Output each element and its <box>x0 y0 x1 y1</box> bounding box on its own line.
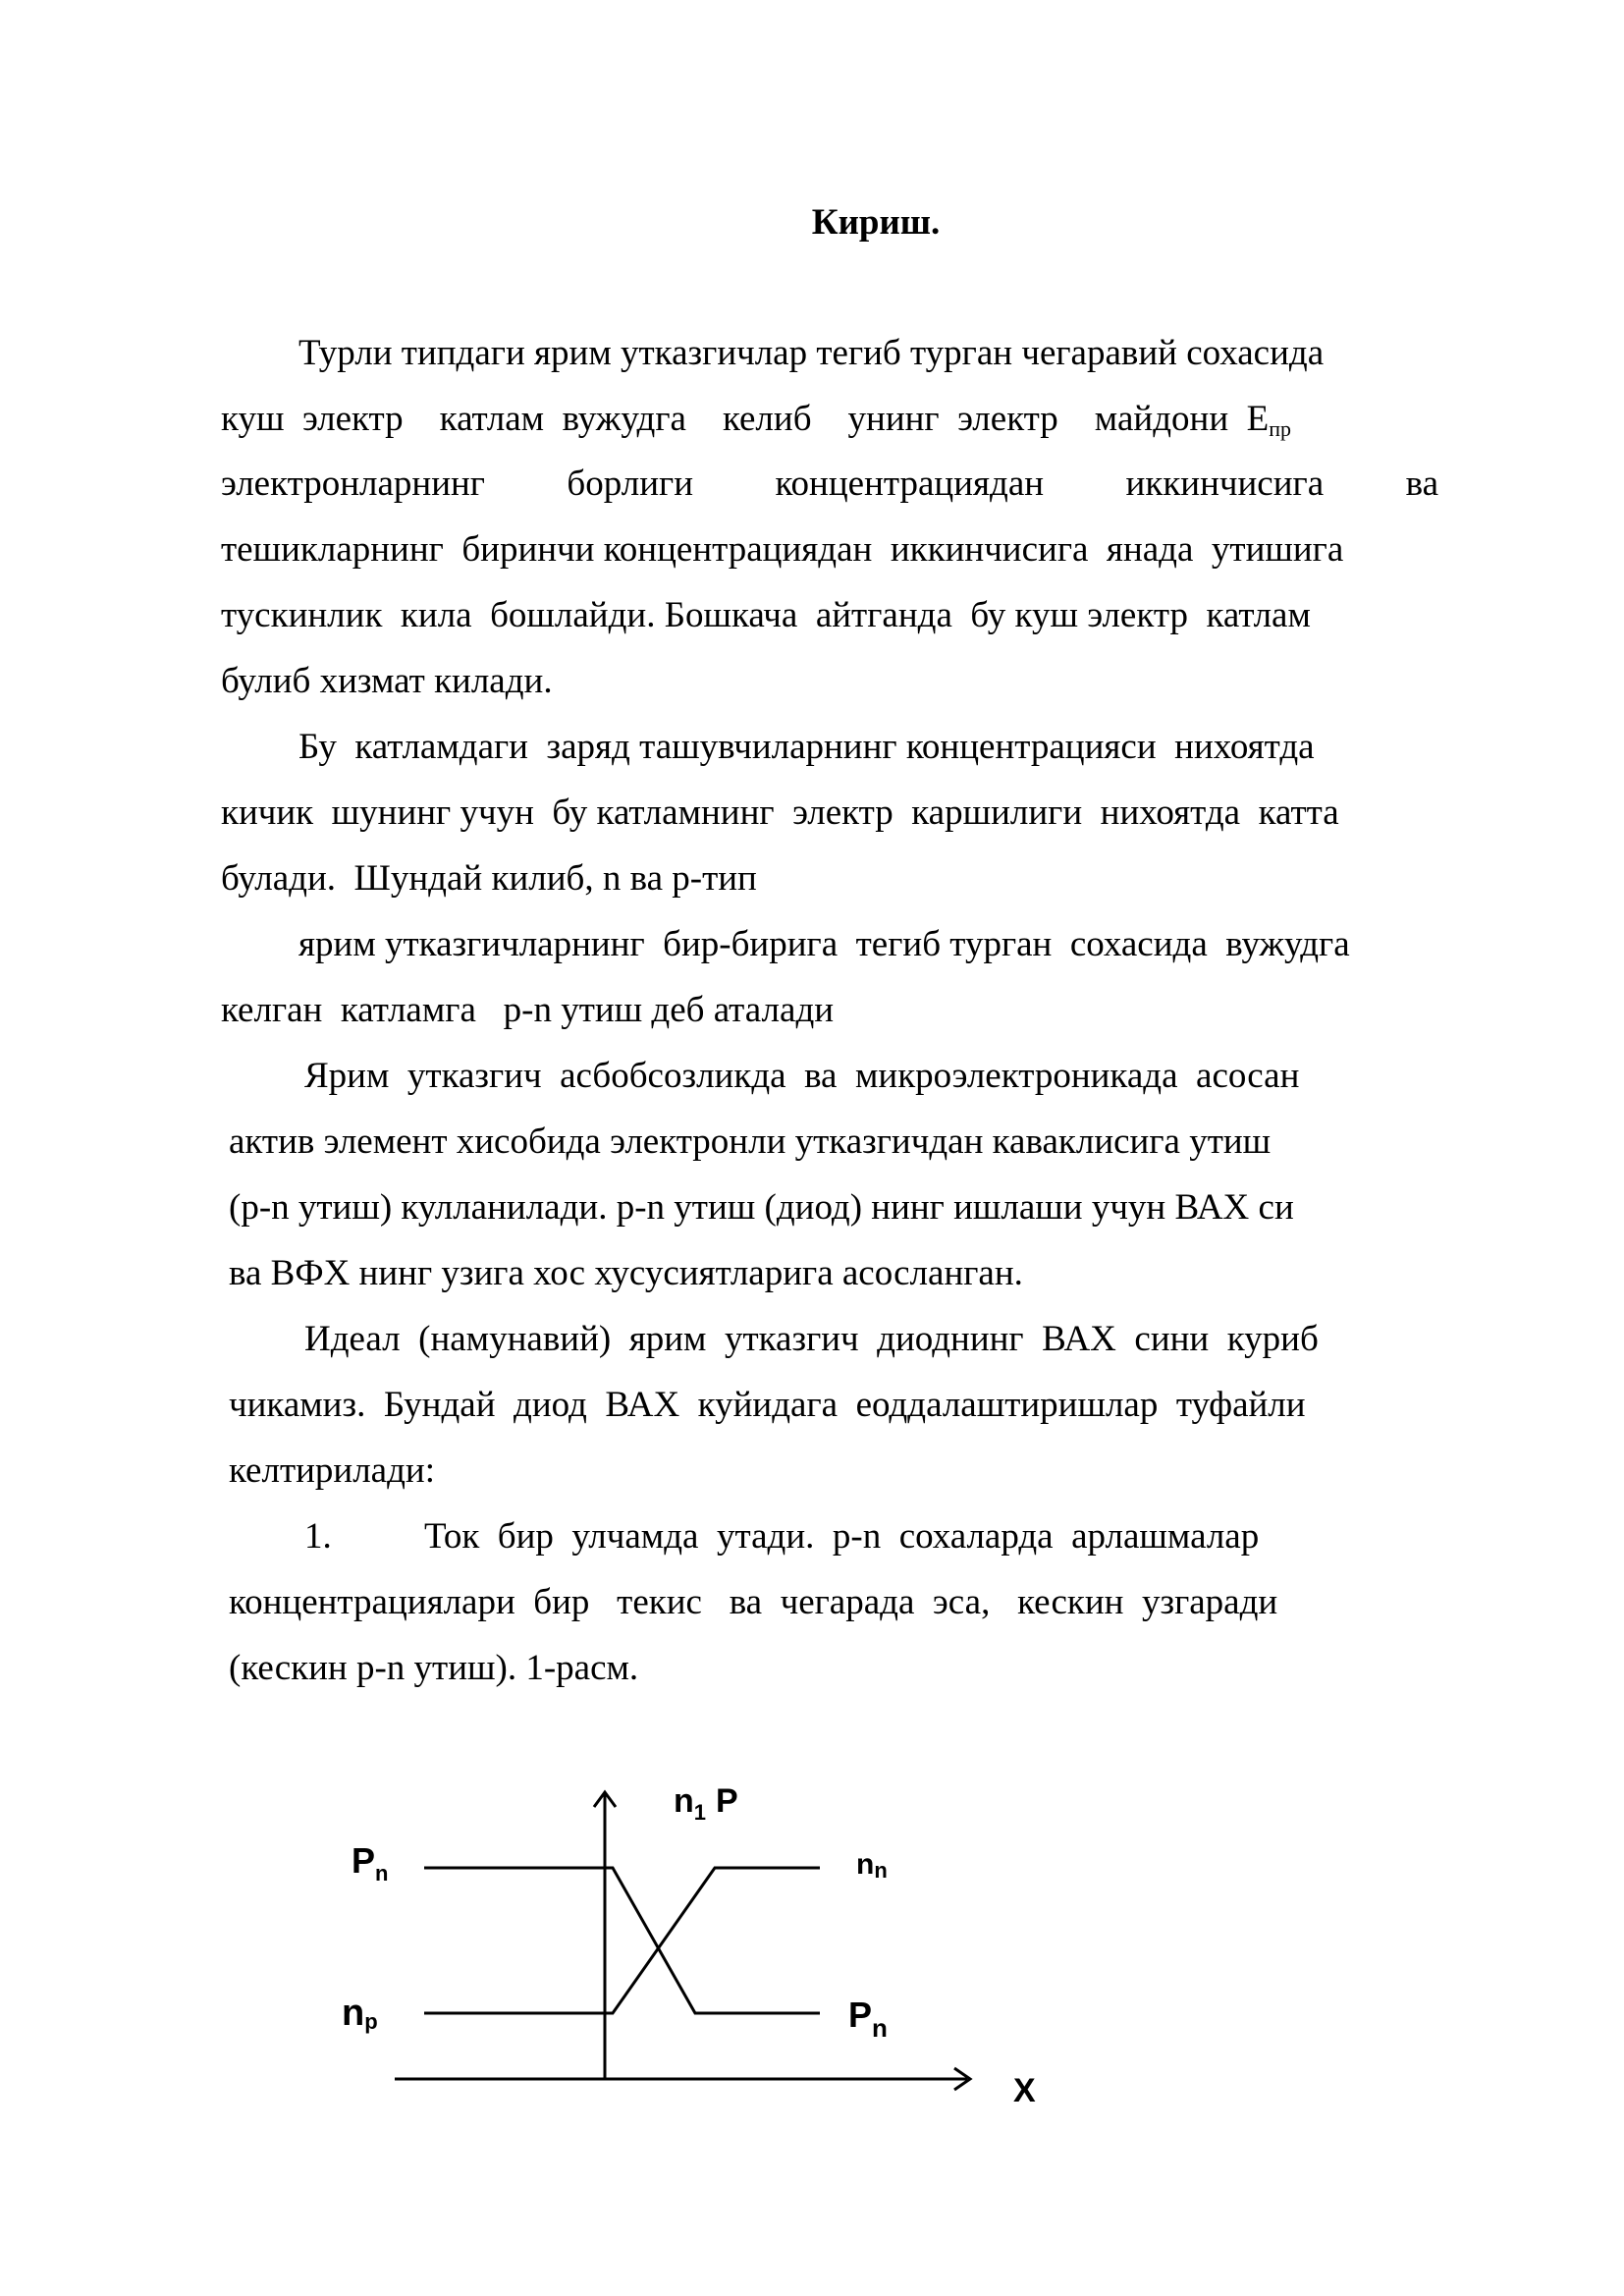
paragraph-1-line-5: тускинлик кила бошлайди. Бошкача айтганда бу куш электр катлам <box>221 595 1311 635</box>
paragraph-3-line-2: актив элемент хисобида электронли утказгичдан каваклисига утиш <box>229 1121 1272 1162</box>
paragraph-4-line-2: чикамиз. Бундай диод ВАХ куйидага еоддалаштиришлар туфайли <box>229 1385 1306 1425</box>
y-axis-label: $n_1$ P <box>674 1782 738 1825</box>
paragraph-3-line-1: Ярим утказгич асбобсозликда ва микроэлектроникада асосан <box>304 1056 1300 1096</box>
x-axis-label: X <box>1013 2072 1036 2109</box>
paragraph-5-line-3: (кескин p-n утиш). 1-расм. <box>229 1648 639 1688</box>
right-bottom-label: $P_n$ <box>848 1995 888 2043</box>
page-title: Кириш. <box>811 202 941 243</box>
paragraph-3-line-4: ва ВФХ нинг узига хос хусусиятларига асосланган. <box>229 1253 1023 1293</box>
right-top-label: nn <box>856 1848 888 1883</box>
line-2-text: куш электр катлам вужудга келиб унинг электр майдони E <box>221 399 1270 439</box>
paragraph-1-line-4: тешикларнинг биринчи концентрациядан иккинчисига янада утишига <box>221 529 1344 570</box>
paragraph-1-line-1: Турли типдаги ярим утказгичлар тегиб турган чегаравий сохасида <box>298 333 1325 373</box>
n-concentration-curve <box>605 1868 820 2013</box>
paragraph-1-line-3: электронларнинг борлиги концентрациядан иккинчисига ва <box>221 464 1438 504</box>
paragraph-4-line-3: келтирилади: <box>229 1450 436 1491</box>
left-top-label: $P_n$ <box>352 1840 389 1886</box>
paragraph-4-line-1: Идеал (намунавий) ярим утказгич диоднинг ВАХ сини куриб <box>304 1319 1319 1359</box>
paragraph-2-line-3: булади. Шундай килиб, n ва p-тип <box>221 858 757 899</box>
paragraph-5-line-1: Ток бир улчамда утади. p-n сохаларда арлашмалар <box>424 1516 1260 1557</box>
paragraph-2-line-5: келган катламга p-n утиш деб аталади <box>221 990 835 1030</box>
p-concentration-curve <box>605 1868 820 2013</box>
paragraph-2-line-2: кичик шунинг учун бу катламнинг электр каршилиги нихоятда катта <box>221 793 1339 833</box>
paragraph-1-line-6: булиб хизмат килади. <box>221 661 553 701</box>
left-bottom-label: np <box>342 1993 378 2034</box>
paragraph-5-line-2: концентрациялари бир текис ва чегарада эса, кескин узгаради <box>229 1582 1278 1622</box>
paragraph-2-line-1: Бу катламдаги заряд ташувчиларнинг концентрацияси нихоятда <box>298 727 1315 767</box>
paragraph-2-line-4: ярим утказгичларнинг бир-бирига тегиб турган сохасида вужудга <box>298 924 1350 964</box>
field-subscript: пр <box>1269 416 1291 441</box>
paragraph-3-line-3: (p-n утиш) кулланилади. p-n утиш (диод) нинг ишлаши учун ВАХ си <box>229 1187 1294 1228</box>
list-number: 1. <box>304 1516 332 1557</box>
